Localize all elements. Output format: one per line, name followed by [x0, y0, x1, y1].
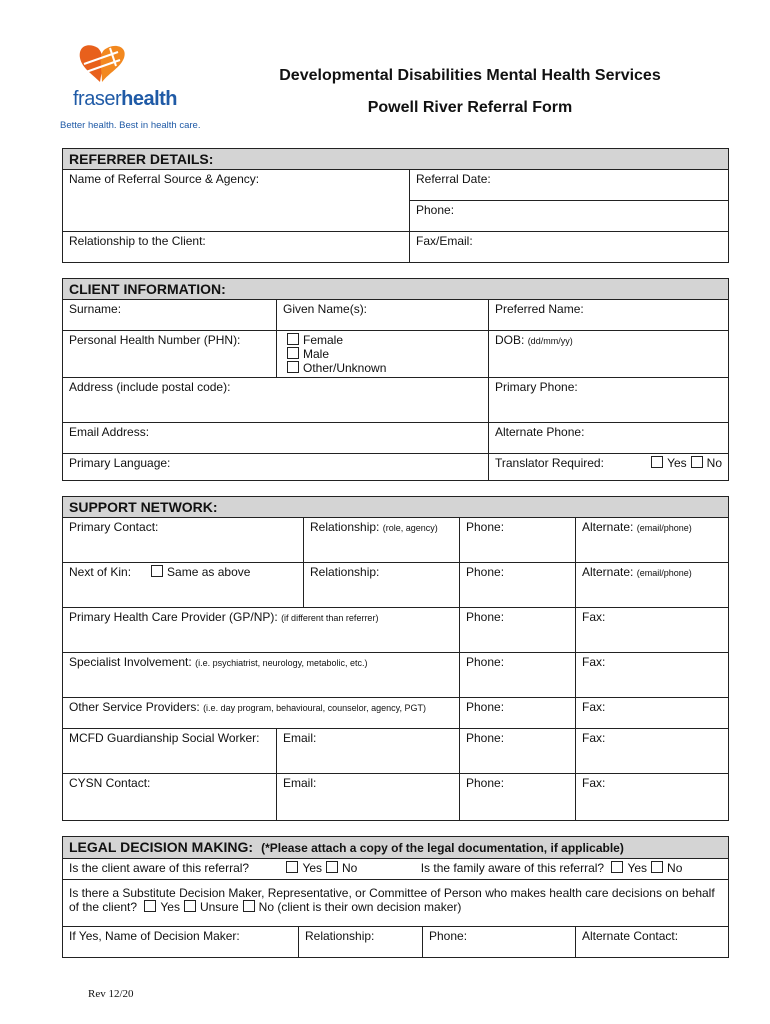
referral-date-field[interactable]: Referral Date:: [410, 170, 729, 201]
form-title: Developmental Disabilities Mental Health Services: [279, 67, 661, 84]
client-aware-no-checkbox[interactable]: [326, 861, 338, 873]
next-of-kin-field[interactable]: Next of Kin: Same as above: [63, 563, 304, 608]
family-aware-no-checkbox[interactable]: [651, 861, 663, 873]
legal-heading: LEGAL DECISION MAKING: (*Please attach a copy of the legal documentation, if applicable): [63, 837, 729, 859]
translator-yes-checkbox[interactable]: [651, 456, 663, 468]
revision-label: Rev 12/20: [88, 988, 134, 1000]
mcfd-fax[interactable]: Fax:: [576, 729, 729, 774]
legal-section: [62, 836, 729, 958]
sdm-no-checkbox[interactable]: [243, 900, 255, 912]
female-checkbox[interactable]: [287, 333, 299, 345]
decision-maker-name-field[interactable]: If Yes, Name of Decision Maker:: [63, 927, 299, 958]
mcfd-phone[interactable]: Phone:: [460, 729, 576, 774]
kin-phone[interactable]: Phone:: [460, 563, 576, 608]
provider-phone[interactable]: Phone:: [460, 608, 576, 653]
referrer-relationship-field[interactable]: Relationship to the Client:: [63, 232, 410, 263]
kin-alternate[interactable]: Alternate: (email/phone): [576, 563, 729, 608]
phn-field[interactable]: Personal Health Number (PHN):: [63, 331, 277, 378]
cysn-phone[interactable]: Phone:: [460, 774, 576, 821]
kin-relationship[interactable]: Relationship:: [304, 563, 460, 608]
gender-options: Female Male Other/Unknown: [277, 331, 489, 378]
preferred-name-field[interactable]: Preferred Name:: [489, 300, 729, 331]
sdm-yes-checkbox[interactable]: [144, 900, 156, 912]
alternate-phone-field[interactable]: Alternate Phone:: [489, 423, 729, 454]
provider-fax[interactable]: Fax:: [576, 608, 729, 653]
brand-name: fraserhealth: [73, 88, 178, 110]
address-field[interactable]: Address (include postal code):: [63, 378, 489, 423]
same-as-above-checkbox[interactable]: [151, 565, 163, 577]
brand-tagline: Better health. Best in health care.: [60, 120, 201, 131]
support-heading: SUPPORT NETWORK:: [63, 497, 729, 518]
other-phone[interactable]: Phone:: [460, 698, 576, 729]
primary-care-provider-field[interactable]: Primary Health Care Provider (GP/NP): (if different than referrer): [63, 608, 460, 653]
specialist-phone[interactable]: Phone:: [460, 653, 576, 698]
primary-contact-phone[interactable]: Phone:: [460, 518, 576, 563]
decision-maker-relationship[interactable]: Relationship:: [299, 927, 423, 958]
referrer-section: [62, 148, 729, 263]
client-aware-yes-checkbox[interactable]: [286, 861, 298, 873]
mcfd-field[interactable]: MCFD Guardianship Social Worker:: [63, 729, 277, 774]
translator-field: Translator Required: Yes No: [489, 454, 729, 481]
referrer-heading: REFERRER DETAILS:: [63, 149, 729, 170]
form-subtitle: Powell River Referral Form: [367, 99, 573, 116]
email-address-field[interactable]: Email Address:: [63, 423, 489, 454]
other-providers-field[interactable]: Other Service Providers: (i.e. day program, behavioural, counselor, agency, PGT): [63, 698, 460, 729]
family-aware-yes-checkbox[interactable]: [611, 861, 623, 873]
referrer-phone-field[interactable]: Phone:: [410, 201, 729, 232]
referrer-fax-email-field[interactable]: Fax/Email:: [410, 232, 729, 263]
cysn-email[interactable]: Email:: [277, 774, 460, 821]
other-unknown-checkbox[interactable]: [287, 361, 299, 373]
translator-no-checkbox[interactable]: [691, 456, 703, 468]
primary-contact-alternate[interactable]: Alternate: (email/phone): [576, 518, 729, 563]
client-section: [62, 278, 729, 481]
other-fax[interactable]: Fax:: [576, 698, 729, 729]
specialist-field[interactable]: Specialist Involvement: (i.e. psychiatrist, neurology, metabolic, etc.): [63, 653, 460, 698]
dob-field[interactable]: DOB: (dd/mm/yy): [489, 331, 729, 378]
awareness-row: Is the client aware of this referral? Yes No Is the family aware of this referral? Yes No: [63, 859, 729, 880]
support-section: [62, 496, 729, 821]
mcfd-email[interactable]: Email:: [277, 729, 460, 774]
sdm-row: Is there a Substitute Decision Maker, Representative, or Committee of Person who makes health care decisions on behalf of the client? Yes Unsure No (client is their own decision maker): [63, 880, 729, 927]
primary-phone-field[interactable]: Primary Phone:: [489, 378, 729, 423]
given-names-field[interactable]: Given Name(s):: [277, 300, 489, 331]
surname-field[interactable]: Surname:: [63, 300, 277, 331]
primary-contact-field[interactable]: Primary Contact:: [63, 518, 304, 563]
primary-contact-relationship[interactable]: Relationship: (role, agency): [304, 518, 460, 563]
sdm-unsure-checkbox[interactable]: [184, 900, 196, 912]
male-checkbox[interactable]: [287, 347, 299, 359]
cysn-field[interactable]: CYSN Contact:: [63, 774, 277, 821]
referral-source-field[interactable]: Name of Referral Source & Agency:: [63, 170, 410, 232]
client-heading: CLIENT INFORMATION:: [63, 279, 729, 300]
decision-maker-phone[interactable]: Phone:: [423, 927, 576, 958]
decision-maker-alt-contact[interactable]: Alternate Contact:: [576, 927, 729, 958]
primary-language-field[interactable]: Primary Language:: [63, 454, 489, 481]
specialist-fax[interactable]: Fax:: [576, 653, 729, 698]
cysn-fax[interactable]: Fax:: [576, 774, 729, 821]
